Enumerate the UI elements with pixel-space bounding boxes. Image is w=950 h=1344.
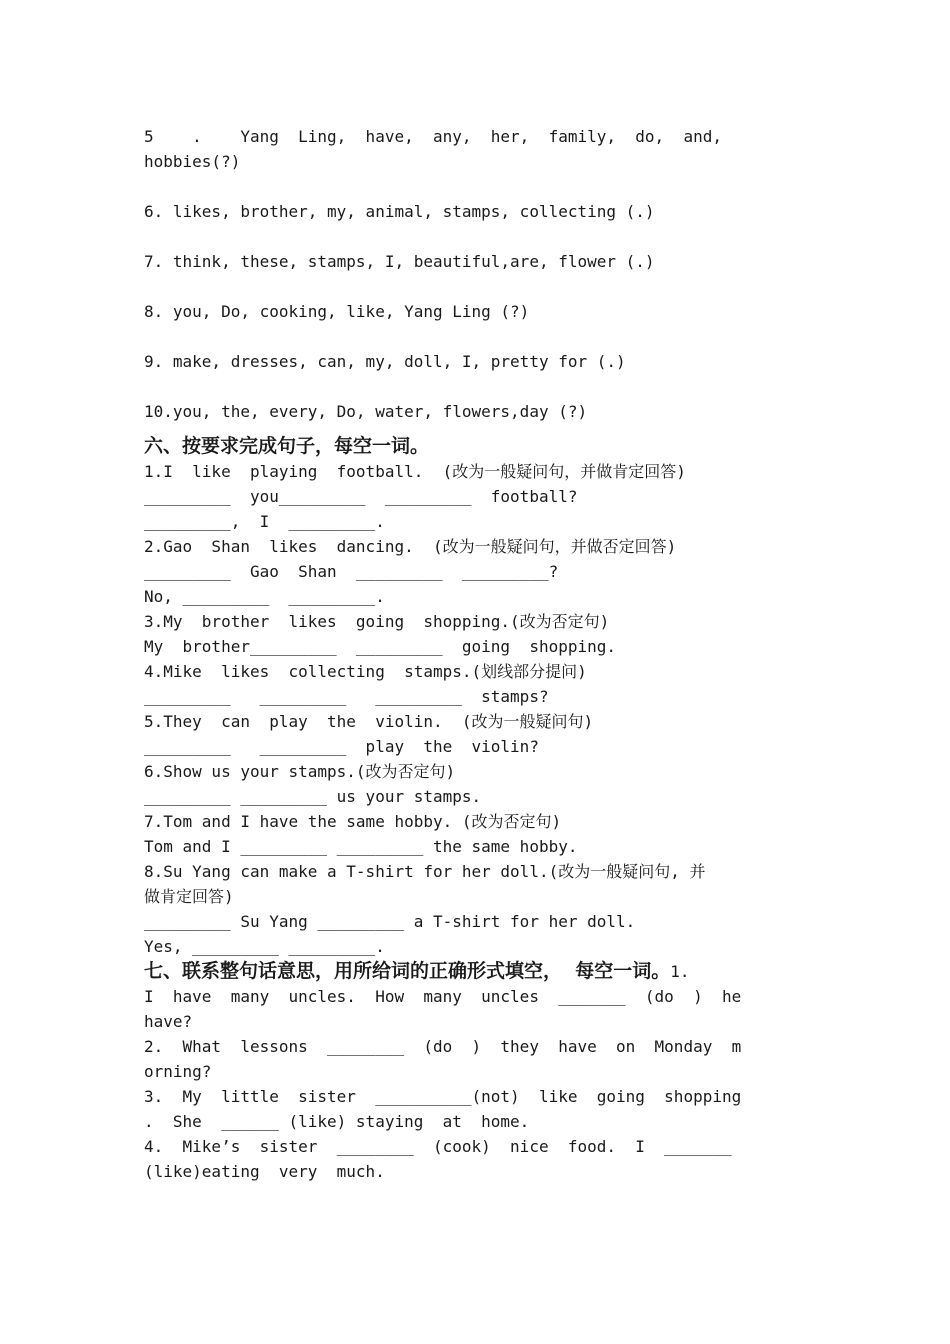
section-6-title: 六、按要求完成句子，每空一词。 [144, 435, 430, 457]
section-6-body [144, 459, 808, 959]
reorder-line-7: 7. think, these, stamps, I, beautiful,are, flower (.) [144, 252, 655, 271]
s6-line: 6.Show us your stamps.(改为否定句) [144, 762, 456, 781]
s6-line: _________ Gao Shan _________ _________? [144, 562, 559, 581]
section-7-first-number: 1. [670, 962, 690, 981]
s6-line: _________ _________ play the violin? [144, 737, 539, 756]
spacer [144, 174, 808, 199]
reorder-line-8: 8. you, Do, cooking, like, Yang Ling (?) [144, 302, 530, 321]
reorder-line-10: 10.you, the, every, Do, water, flowers,day (?) [144, 402, 588, 421]
reorder-line-5a: 5 . Yang Ling, have, any, her, family, do, and, [144, 127, 722, 146]
s7-line: orning? [144, 1062, 212, 1081]
s6-line: 7.Tom and I have the same hobby. (改为否定句) [144, 812, 562, 831]
section-7-body [144, 984, 808, 1184]
s7-line: I have many uncles. How many uncles _______ (do ) he [144, 987, 742, 1006]
spacer [144, 374, 808, 399]
reorder-line-5b: hobbies(?) [144, 152, 241, 171]
s6-line: 2.Gao Shan likes dancing. (改为一般疑问句，并做否定回答) [144, 537, 677, 556]
s6-line: _________ _________ _________ stamps? [144, 687, 549, 706]
s6-line: 1.I like playing football. (改为一般疑问句，并做肯定回答) [144, 462, 686, 481]
reorder-section [144, 124, 808, 424]
spacer [144, 274, 808, 299]
s6-line: 5.They can play the violin. (改为一般疑问句) [144, 712, 594, 731]
spacer [144, 224, 808, 249]
s6-line: _________ Su Yang _________ a T-shirt for her doll. [144, 912, 636, 931]
s6-line: No, _________ _________. [144, 587, 385, 606]
s7-line: 4. Mike’s sister ________ (cook) nice food. I _______ [144, 1137, 732, 1156]
s6-line: 8.Su Yang can make a T-shirt for her doll.(改为一般疑问句, 并 [144, 862, 706, 881]
s6-line: Yes, _________ _________. [144, 937, 385, 956]
s6-line: 4.Mike likes collecting stamps.(划线部分提问) [144, 662, 587, 681]
s6-line: _________ you_________ _________ football? [144, 487, 578, 506]
s6-line: _________ _________ us your stamps. [144, 787, 482, 806]
spacer [144, 324, 808, 349]
section-7-title-text: 七、联系整句话意思，用所给词的正确形式填空， 每空一词。 [144, 960, 671, 982]
s7-line: . She ______ (like) staying at home. [144, 1112, 530, 1131]
s7-line: 3. My little sister __________(not) like going shopping [144, 1087, 742, 1106]
s6-line: Tom and I _________ _________ the same hobby. [144, 837, 578, 856]
s6-line: _________, I _________. [144, 512, 385, 531]
reorder-line-6: 6. likes, brother, my, animal, stamps, collecting (.) [144, 202, 655, 221]
s6-line: 做肯定回答) [144, 887, 234, 906]
s7-line: have? [144, 1012, 193, 1031]
section-7-title [144, 959, 808, 984]
worksheet-page [144, 124, 808, 1184]
s7-line: 2. What lessons ________ (do ) they have on Monday m [144, 1037, 742, 1056]
s6-line: 3.My brother likes going shopping.(改为否定句) [144, 612, 610, 631]
reorder-line-9: 9. make, dresses, can, my, doll, I, pretty for (.) [144, 352, 626, 371]
s6-line: My brother_________ _________ going shopping. [144, 637, 617, 656]
s7-line: (like)eating very much. [144, 1162, 385, 1181]
